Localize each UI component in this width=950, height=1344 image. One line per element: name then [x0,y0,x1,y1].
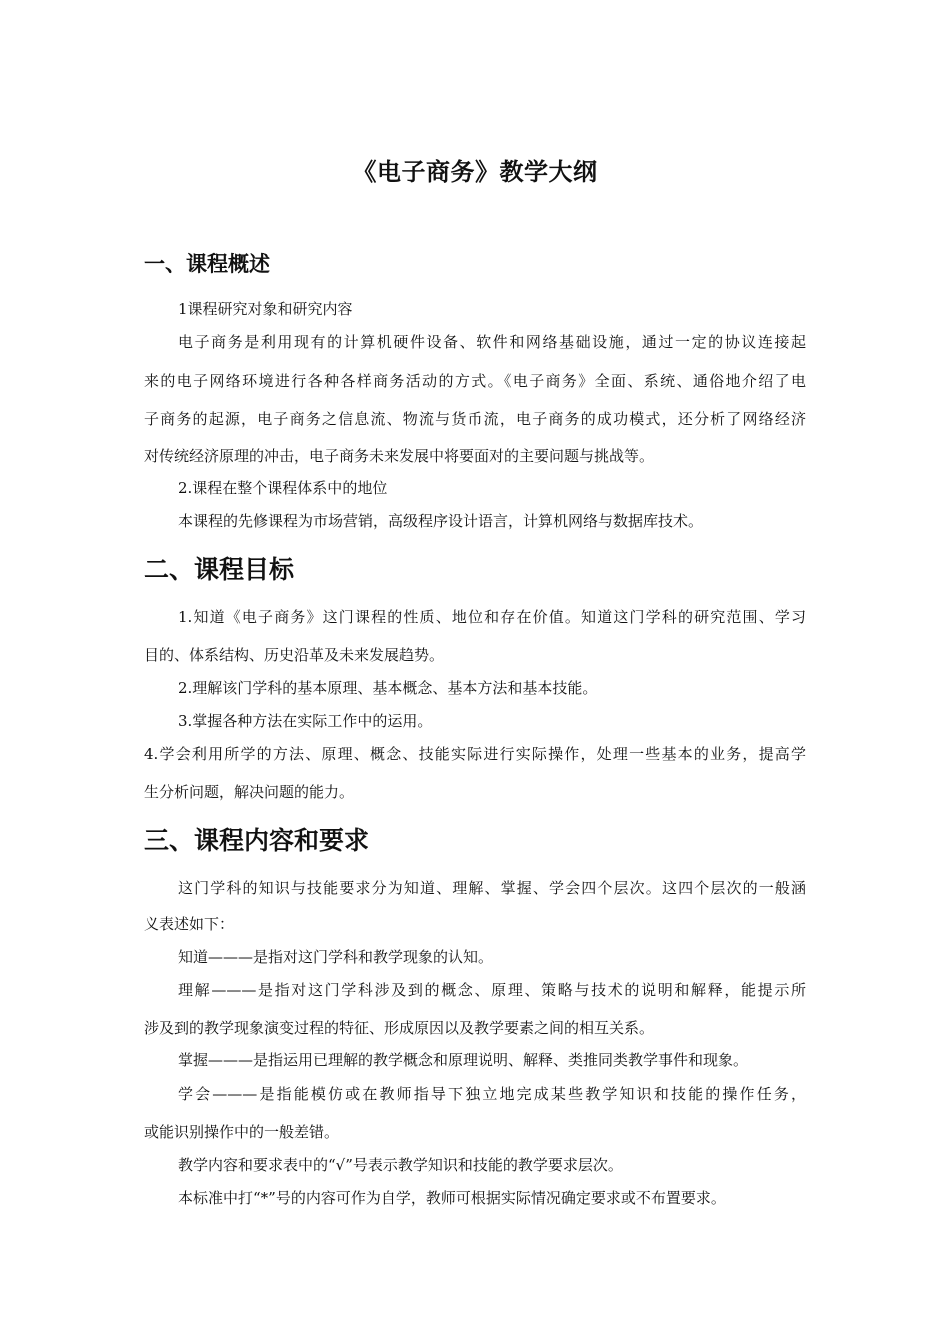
section-heading-objectives: 二、课程目标 [144,555,295,584]
content-line: 这门学科的知识与技能要求分为知道、理解、掌握、学会四个层次。这四个层次的一般涵 [178,879,806,897]
paragraph-line: 本课程的先修课程为市场营销，高级程序设计语言，计算机网络与数据库技术。 [178,512,704,530]
paragraph-line: 来的电子网络环境进行各种各样商务活动的方式。《电子商务》全面、系统、通俗地介绍了电 [144,372,806,390]
paragraph-line: 对传统经济原理的冲击，电子商务未来发展中将要面对的主要问题与挑战等。 [144,447,655,465]
subheading-course-position: 2.课程在整个课程体系中的地位 [178,479,388,497]
objective-line: 3.掌握各种方法在实际工作中的运用。 [178,712,433,730]
content-line: 理解———是指对这门学科涉及到的概念、原理、策略与技术的说明和解释，能提示所 [178,981,806,999]
section-heading-overview: 一、课程概述 [144,252,270,276]
section-heading-content: 三、课程内容和要求 [144,826,370,855]
paragraph-line: 电子商务是利用现有的计算机硬件设备、软件和网络基础设施，通过一定的协议连接起 [178,333,806,351]
content-line: 本标准中打“*”号的内容可作为自学，教师可根据实际情况确定要求或不布置要求。 [178,1189,726,1207]
content-line: 或能识别操作中的一般差错。 [144,1123,340,1141]
content-line: 掌握———是指运用已理解的教学概念和原理说明、解释、类推同类教学事件和现象。 [178,1051,749,1069]
content-line: 教学内容和要求表中的“√”号表示教学知识和技能的教学要求层次。 [178,1156,623,1174]
objective-line: 目的、体系结构、历史沿革及未来发展趋势。 [144,646,445,664]
objective-line: 1.知道《电子商务》这门课程的性质、地位和存在价值。知道这门学科的研究范围、学习 [178,608,806,626]
content-line: 知道———是指对这门学科和教学现象的认知。 [178,948,494,966]
document-title: 《电子商务》教学大纲 [352,158,598,186]
objective-line: 4.学会利用所学的方法、原理、概念、技能实际进行实际操作，处理一些基本的业务，提高学 [144,745,806,763]
content-line: 涉及到的教学现象演变过程的特征、形成原因以及教学要素之间的相互关系。 [144,1019,655,1037]
content-line: 学会———是指能模仿或在教师指导下独立地完成某些教学知识和技能的操作任务， [178,1085,806,1103]
content-line: 义表述如下： [144,915,235,933]
objective-line: 2.理解该门学科的基本原理、基本概念、基本方法和基本技能。 [178,679,598,697]
paragraph-line: 子商务的起源，电子商务之信息流、物流与货币流，电子商务的成功模式，还分析了网络经济 [144,410,806,428]
subheading-research-object: 1课程研究对象和研究内容 [178,300,353,318]
objective-line: 生分析问题，解决问题的能力。 [144,783,355,801]
